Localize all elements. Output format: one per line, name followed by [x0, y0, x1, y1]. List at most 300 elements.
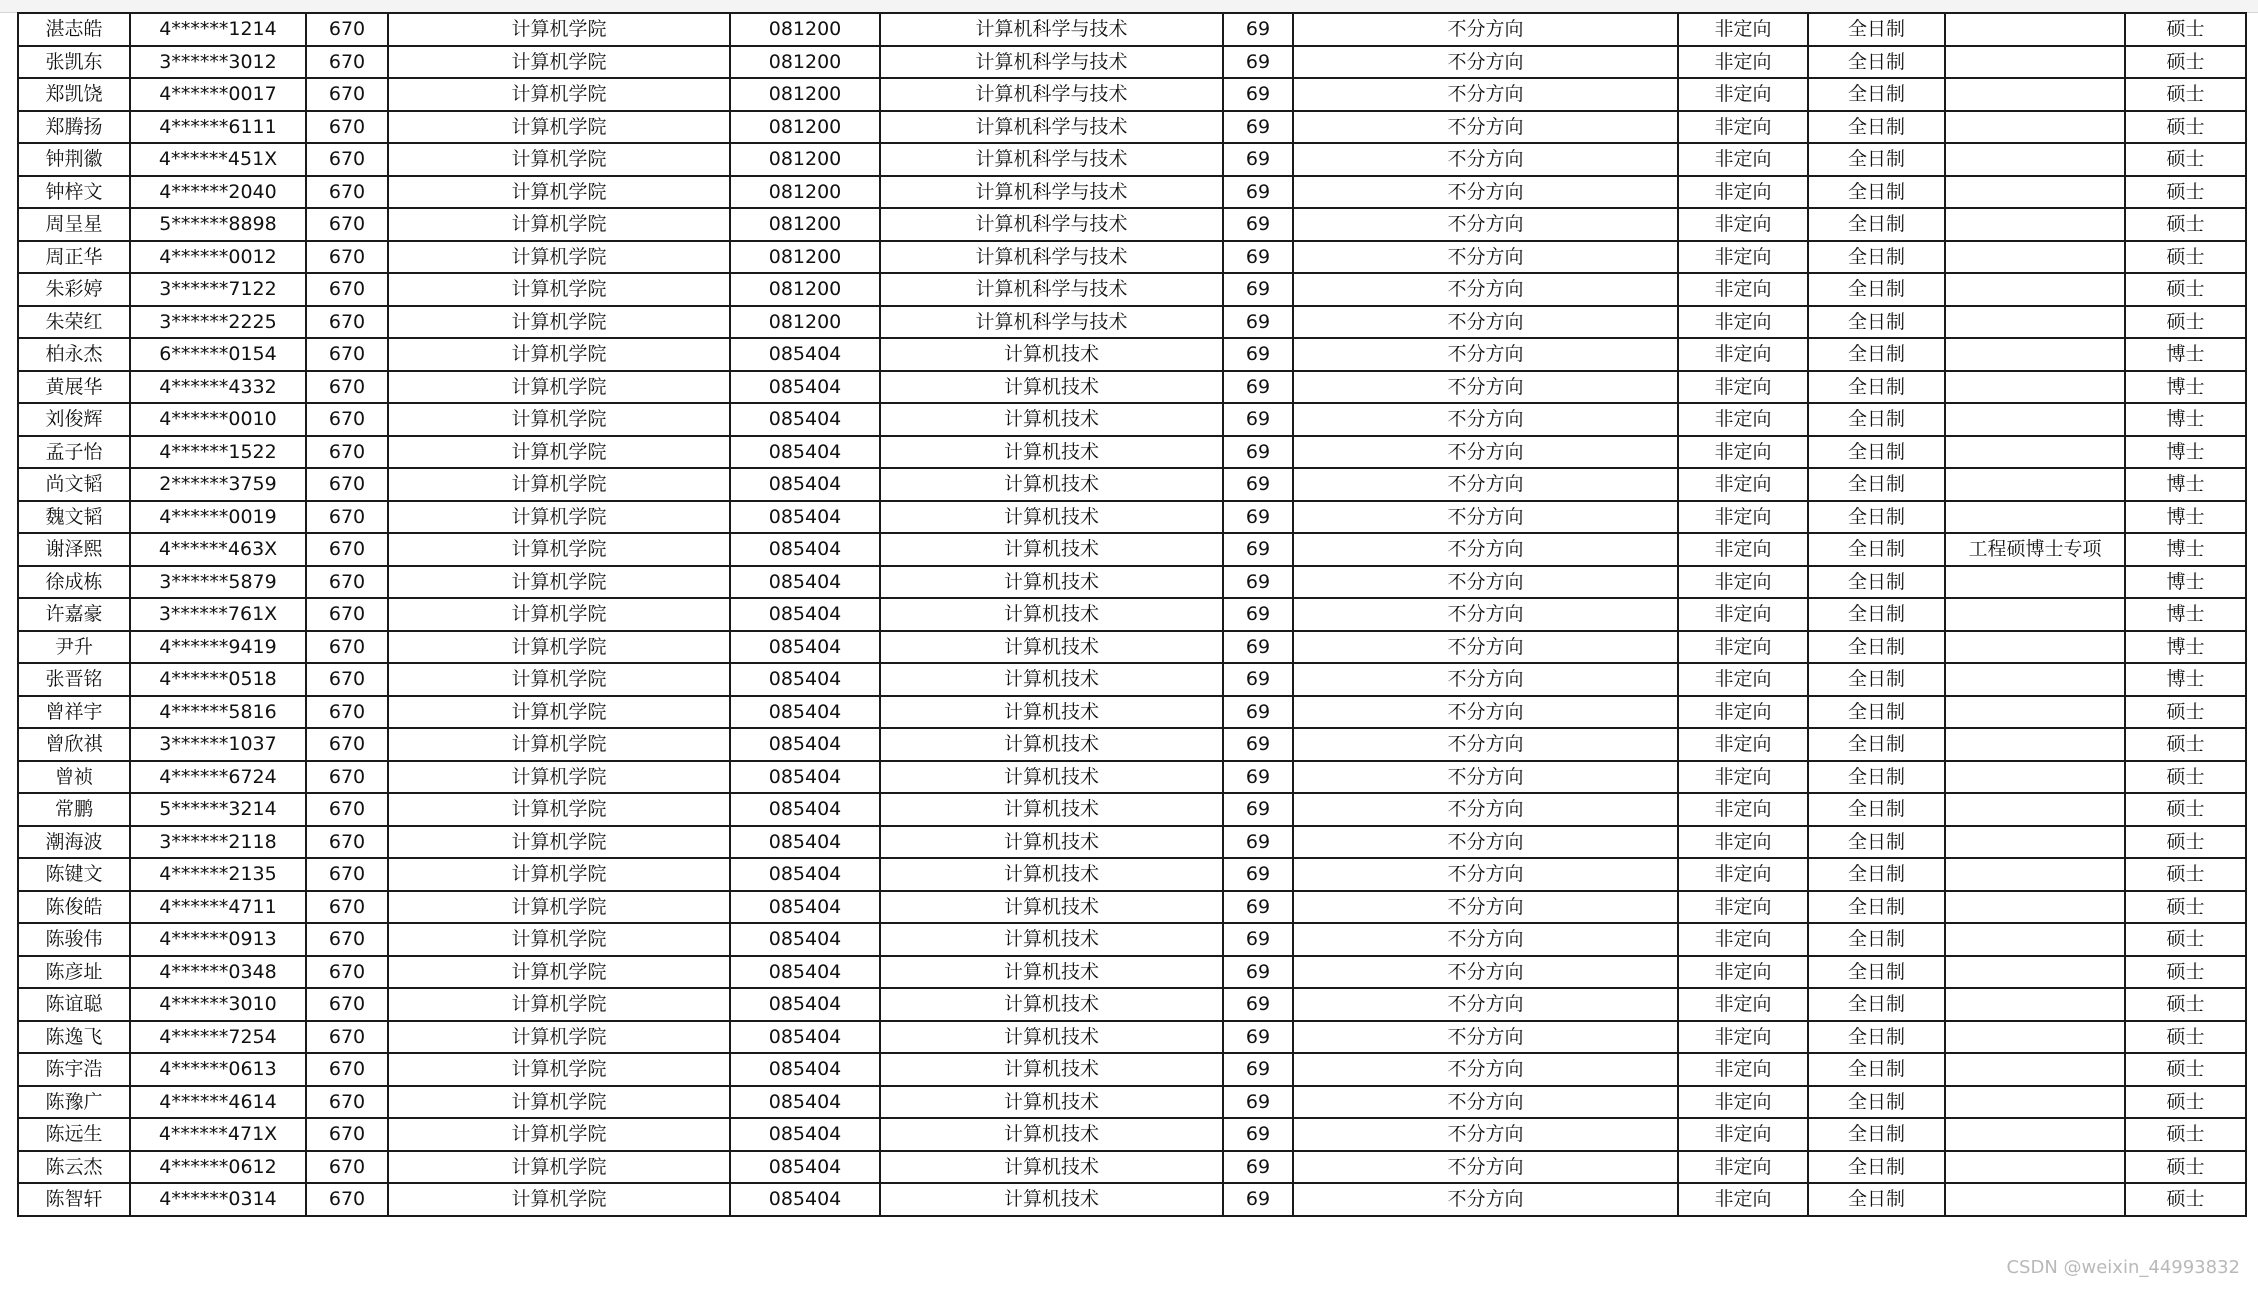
cell-code: 670 — [306, 468, 388, 501]
cell-code: 670 — [306, 728, 388, 761]
table-row — [18, 533, 2246, 566]
cell-major-code: 085404 — [730, 1151, 880, 1184]
cell-major-code: 085404 — [730, 793, 880, 826]
cell-score-code: 69 — [1223, 566, 1293, 599]
cell-major: 计算机技术 — [880, 728, 1223, 761]
cell-type: 非定向 — [1678, 988, 1808, 1021]
table-row — [18, 371, 2246, 404]
cell-id: 4******2135 — [130, 858, 306, 891]
table-row — [18, 761, 2246, 794]
cell-direction: 不分方向 — [1293, 826, 1678, 859]
cell-direction: 不分方向 — [1293, 468, 1678, 501]
cell-major-code: 085404 — [730, 1118, 880, 1151]
cell-code: 670 — [306, 111, 388, 144]
cell-name: 朱荣红 — [18, 306, 130, 339]
cell-major-code: 085404 — [730, 566, 880, 599]
cell-school: 计算机学院 — [388, 403, 730, 436]
cell-degree: 硕士 — [2125, 1118, 2246, 1151]
cell-school: 计算机学院 — [388, 143, 730, 176]
cell-degree: 博士 — [2125, 663, 2246, 696]
cell-score-code: 69 — [1223, 598, 1293, 631]
cell-direction: 不分方向 — [1293, 46, 1678, 79]
cell-major: 计算机技术 — [880, 566, 1223, 599]
cell-type: 非定向 — [1678, 241, 1808, 274]
cell-direction: 不分方向 — [1293, 696, 1678, 729]
cell-name: 徐成栋 — [18, 566, 130, 599]
cell-code: 670 — [306, 176, 388, 209]
cell-school: 计算机学院 — [388, 793, 730, 826]
table-row — [18, 923, 2246, 956]
cell-type: 非定向 — [1678, 826, 1808, 859]
cell-id: 4******451X — [130, 143, 306, 176]
cell-score-code: 69 — [1223, 1183, 1293, 1216]
table-row — [18, 728, 2246, 761]
cell-major: 计算机科学与技术 — [880, 143, 1223, 176]
admission-table — [17, 12, 2247, 1217]
cell-type: 非定向 — [1678, 1118, 1808, 1151]
cell-score-code: 69 — [1223, 241, 1293, 274]
cell-major: 计算机科学与技术 — [880, 176, 1223, 209]
cell-code: 670 — [306, 273, 388, 306]
cell-major: 计算机技术 — [880, 436, 1223, 469]
cell-major: 计算机技术 — [880, 468, 1223, 501]
cell-id: 3******3012 — [130, 46, 306, 79]
cell-degree: 硕士 — [2125, 1086, 2246, 1119]
cell-school: 计算机学院 — [388, 1086, 730, 1119]
cell-code: 670 — [306, 306, 388, 339]
cell-type: 非定向 — [1678, 143, 1808, 176]
cell-id: 5******3214 — [130, 793, 306, 826]
cell-school: 计算机学院 — [388, 858, 730, 891]
cell-school: 计算机学院 — [388, 273, 730, 306]
cell-direction: 不分方向 — [1293, 143, 1678, 176]
cell-major-code: 085404 — [730, 533, 880, 566]
cell-id: 4******0612 — [130, 1151, 306, 1184]
cell-major: 计算机技术 — [880, 923, 1223, 956]
cell-mode: 全日制 — [1808, 663, 1945, 696]
cell-code: 670 — [306, 1151, 388, 1184]
cell-type: 非定向 — [1678, 663, 1808, 696]
table-row — [18, 306, 2246, 339]
cell-score-code: 69 — [1223, 631, 1293, 664]
cell-code: 670 — [306, 891, 388, 924]
cell-type: 非定向 — [1678, 793, 1808, 826]
cell-major: 计算机技术 — [880, 338, 1223, 371]
cell-degree: 硕士 — [2125, 111, 2246, 144]
cell-name: 陈键文 — [18, 858, 130, 891]
cell-type: 非定向 — [1678, 858, 1808, 891]
cell-mode: 全日制 — [1808, 956, 1945, 989]
cell-code: 670 — [306, 1183, 388, 1216]
cell-id: 4******6724 — [130, 761, 306, 794]
cell-code: 670 — [306, 696, 388, 729]
cell-name: 陈谊聪 — [18, 988, 130, 1021]
cell-type: 非定向 — [1678, 1021, 1808, 1054]
cell-major-code: 085404 — [730, 501, 880, 534]
cell-id: 4******6111 — [130, 111, 306, 144]
cell-school: 计算机学院 — [388, 306, 730, 339]
table-row — [18, 338, 2246, 371]
cell-degree: 硕士 — [2125, 1053, 2246, 1086]
cell-plan — [1945, 208, 2125, 241]
table-row — [18, 1021, 2246, 1054]
cell-code: 670 — [306, 761, 388, 794]
cell-major: 计算机技术 — [880, 533, 1223, 566]
table-row — [18, 631, 2246, 664]
cell-name: 谢泽熙 — [18, 533, 130, 566]
cell-direction: 不分方向 — [1293, 1151, 1678, 1184]
cell-score-code: 69 — [1223, 1118, 1293, 1151]
cell-mode: 全日制 — [1808, 176, 1945, 209]
cell-direction: 不分方向 — [1293, 598, 1678, 631]
cell-plan — [1945, 923, 2125, 956]
cell-major-code: 085404 — [730, 1021, 880, 1054]
cell-plan — [1945, 631, 2125, 664]
cell-degree: 硕士 — [2125, 891, 2246, 924]
cell-major-code: 085404 — [730, 988, 880, 1021]
cell-direction: 不分方向 — [1293, 306, 1678, 339]
cell-school: 计算机学院 — [388, 46, 730, 79]
cell-type: 非定向 — [1678, 403, 1808, 436]
cell-direction: 不分方向 — [1293, 501, 1678, 534]
cell-major-code: 085404 — [730, 1053, 880, 1086]
cell-school: 计算机学院 — [388, 1183, 730, 1216]
cell-school: 计算机学院 — [388, 826, 730, 859]
cell-major: 计算机科学与技术 — [880, 13, 1223, 46]
table-row — [18, 78, 2246, 111]
cell-direction: 不分方向 — [1293, 241, 1678, 274]
table-row — [18, 1151, 2246, 1184]
cell-school: 计算机学院 — [388, 923, 730, 956]
cell-code: 670 — [306, 598, 388, 631]
cell-major: 计算机技术 — [880, 1183, 1223, 1216]
cell-type: 非定向 — [1678, 176, 1808, 209]
cell-mode: 全日制 — [1808, 891, 1945, 924]
cell-code: 670 — [306, 663, 388, 696]
cell-major-code: 085404 — [730, 826, 880, 859]
cell-major-code: 081200 — [730, 78, 880, 111]
cell-mode: 全日制 — [1808, 988, 1945, 1021]
cell-mode: 全日制 — [1808, 306, 1945, 339]
cell-id: 4******0913 — [130, 923, 306, 956]
cell-id: 4******0518 — [130, 663, 306, 696]
table-row — [18, 46, 2246, 79]
cell-name: 周正华 — [18, 241, 130, 274]
cell-name: 张晋铭 — [18, 663, 130, 696]
table-row — [18, 13, 2246, 46]
cell-type: 非定向 — [1678, 111, 1808, 144]
cell-name: 尹升 — [18, 631, 130, 664]
watermark: CSDN @weixin_44993832 — [2002, 1256, 2244, 1279]
cell-major-code: 081200 — [730, 176, 880, 209]
cell-mode: 全日制 — [1808, 143, 1945, 176]
cell-mode: 全日制 — [1808, 858, 1945, 891]
cell-plan — [1945, 1053, 2125, 1086]
cell-major: 计算机技术 — [880, 371, 1223, 404]
cell-score-code: 69 — [1223, 273, 1293, 306]
cell-major: 计算机技术 — [880, 696, 1223, 729]
cell-major-code: 085404 — [730, 1183, 880, 1216]
cell-mode: 全日制 — [1808, 501, 1945, 534]
cell-plan: 工程硕博士专项 — [1945, 533, 2125, 566]
table-row — [18, 143, 2246, 176]
cell-score-code: 69 — [1223, 371, 1293, 404]
admission-sheet — [17, 12, 2245, 1217]
cell-major: 计算机科学与技术 — [880, 306, 1223, 339]
cell-score-code: 69 — [1223, 988, 1293, 1021]
cell-plan — [1945, 988, 2125, 1021]
cell-major: 计算机科学与技术 — [880, 208, 1223, 241]
cell-type: 非定向 — [1678, 78, 1808, 111]
cell-degree: 硕士 — [2125, 923, 2246, 956]
cell-direction: 不分方向 — [1293, 631, 1678, 664]
cell-score-code: 69 — [1223, 1021, 1293, 1054]
cell-code: 670 — [306, 858, 388, 891]
cell-score-code: 69 — [1223, 826, 1293, 859]
cell-major: 计算机技术 — [880, 501, 1223, 534]
cell-major-code: 085404 — [730, 663, 880, 696]
cell-type: 非定向 — [1678, 598, 1808, 631]
cell-id: 2******3759 — [130, 468, 306, 501]
cell-school: 计算机学院 — [388, 696, 730, 729]
cell-direction: 不分方向 — [1293, 371, 1678, 404]
cell-name: 陈豫广 — [18, 1086, 130, 1119]
cell-score-code: 69 — [1223, 1053, 1293, 1086]
cell-degree: 博士 — [2125, 501, 2246, 534]
cell-name: 陈云杰 — [18, 1151, 130, 1184]
cell-degree: 博士 — [2125, 371, 2246, 404]
cell-id: 4******0012 — [130, 241, 306, 274]
cell-degree: 博士 — [2125, 566, 2246, 599]
cell-code: 670 — [306, 403, 388, 436]
cell-id: 4******0314 — [130, 1183, 306, 1216]
cell-code: 670 — [306, 1021, 388, 1054]
cell-name: 孟子怡 — [18, 436, 130, 469]
cell-major-code: 081200 — [730, 111, 880, 144]
cell-mode: 全日制 — [1808, 338, 1945, 371]
cell-id: 4******0019 — [130, 501, 306, 534]
cell-name: 陈骏伟 — [18, 923, 130, 956]
cell-major-code: 085404 — [730, 468, 880, 501]
cell-direction: 不分方向 — [1293, 176, 1678, 209]
cell-school: 计算机学院 — [388, 501, 730, 534]
cell-score-code: 69 — [1223, 468, 1293, 501]
cell-name: 湛志皓 — [18, 13, 130, 46]
cell-type: 非定向 — [1678, 696, 1808, 729]
cell-plan — [1945, 1021, 2125, 1054]
cell-type: 非定向 — [1678, 371, 1808, 404]
cell-id: 3******2118 — [130, 826, 306, 859]
cell-score-code: 69 — [1223, 858, 1293, 891]
cell-name: 张凯东 — [18, 46, 130, 79]
cell-major-code: 085404 — [730, 436, 880, 469]
cell-mode: 全日制 — [1808, 273, 1945, 306]
cell-degree: 博士 — [2125, 533, 2246, 566]
cell-mode: 全日制 — [1808, 826, 1945, 859]
cell-mode: 全日制 — [1808, 1053, 1945, 1086]
cell-id: 4******5816 — [130, 696, 306, 729]
cell-id: 4******0613 — [130, 1053, 306, 1086]
cell-major-code: 085404 — [730, 338, 880, 371]
cell-major: 计算机技术 — [880, 891, 1223, 924]
cell-major-code: 085404 — [730, 858, 880, 891]
cell-direction: 不分方向 — [1293, 208, 1678, 241]
cell-id: 3******761X — [130, 598, 306, 631]
cell-direction: 不分方向 — [1293, 988, 1678, 1021]
cell-mode: 全日制 — [1808, 566, 1945, 599]
cell-code: 670 — [306, 78, 388, 111]
cell-score-code: 69 — [1223, 728, 1293, 761]
cell-name: 朱彩婷 — [18, 273, 130, 306]
cell-school: 计算机学院 — [388, 111, 730, 144]
cell-major: 计算机技术 — [880, 598, 1223, 631]
cell-id: 4******9419 — [130, 631, 306, 664]
cell-score-code: 69 — [1223, 793, 1293, 826]
cell-id: 4******0010 — [130, 403, 306, 436]
cell-type: 非定向 — [1678, 468, 1808, 501]
table-row — [18, 566, 2246, 599]
cell-school: 计算机学院 — [388, 208, 730, 241]
cell-degree: 博士 — [2125, 338, 2246, 371]
cell-mode: 全日制 — [1808, 631, 1945, 664]
cell-plan — [1945, 826, 2125, 859]
cell-major-code: 085404 — [730, 631, 880, 664]
cell-score-code: 69 — [1223, 501, 1293, 534]
cell-mode: 全日制 — [1808, 208, 1945, 241]
cell-degree: 硕士 — [2125, 208, 2246, 241]
cell-major-code: 085404 — [730, 956, 880, 989]
cell-mode: 全日制 — [1808, 1021, 1945, 1054]
cell-name: 陈宇浩 — [18, 1053, 130, 1086]
cell-code: 670 — [306, 338, 388, 371]
cell-major-code: 085404 — [730, 1086, 880, 1119]
cell-name: 刘俊辉 — [18, 403, 130, 436]
cell-id: 4******7254 — [130, 1021, 306, 1054]
cell-plan — [1945, 696, 2125, 729]
cell-direction: 不分方向 — [1293, 761, 1678, 794]
cell-mode: 全日制 — [1808, 1151, 1945, 1184]
cell-mode: 全日制 — [1808, 468, 1945, 501]
cell-score-code: 69 — [1223, 176, 1293, 209]
cell-type: 非定向 — [1678, 956, 1808, 989]
cell-major-code: 081200 — [730, 13, 880, 46]
cell-plan — [1945, 403, 2125, 436]
cell-mode: 全日制 — [1808, 371, 1945, 404]
cell-name: 陈智轩 — [18, 1183, 130, 1216]
cell-direction: 不分方向 — [1293, 273, 1678, 306]
cell-type: 非定向 — [1678, 46, 1808, 79]
cell-degree: 硕士 — [2125, 696, 2246, 729]
cell-type: 非定向 — [1678, 1183, 1808, 1216]
cell-plan — [1945, 241, 2125, 274]
cell-plan — [1945, 46, 2125, 79]
cell-school: 计算机学院 — [388, 338, 730, 371]
cell-type: 非定向 — [1678, 761, 1808, 794]
cell-school: 计算机学院 — [388, 1021, 730, 1054]
cell-direction: 不分方向 — [1293, 78, 1678, 111]
cell-name: 钟荆徽 — [18, 143, 130, 176]
cell-plan — [1945, 566, 2125, 599]
cell-major-code: 081200 — [730, 143, 880, 176]
cell-major: 计算机技术 — [880, 1151, 1223, 1184]
cell-mode: 全日制 — [1808, 13, 1945, 46]
cell-code: 670 — [306, 956, 388, 989]
cell-type: 非定向 — [1678, 728, 1808, 761]
cell-id: 4******4332 — [130, 371, 306, 404]
table-row — [18, 403, 2246, 436]
cell-school: 计算机学院 — [388, 176, 730, 209]
cell-school: 计算机学院 — [388, 956, 730, 989]
cell-degree: 硕士 — [2125, 761, 2246, 794]
cell-degree: 硕士 — [2125, 728, 2246, 761]
cell-id: 3******5879 — [130, 566, 306, 599]
cell-school: 计算机学院 — [388, 663, 730, 696]
cell-id: 4******1214 — [130, 13, 306, 46]
cell-name: 魏文韬 — [18, 501, 130, 534]
cell-degree: 硕士 — [2125, 13, 2246, 46]
cell-degree: 硕士 — [2125, 241, 2246, 274]
cell-mode: 全日制 — [1808, 1086, 1945, 1119]
cell-name: 陈远生 — [18, 1118, 130, 1151]
cell-score-code: 69 — [1223, 923, 1293, 956]
table-row — [18, 208, 2246, 241]
cell-degree: 硕士 — [2125, 1151, 2246, 1184]
cell-major: 计算机技术 — [880, 793, 1223, 826]
cell-direction: 不分方向 — [1293, 891, 1678, 924]
cell-plan — [1945, 436, 2125, 469]
cell-plan — [1945, 1086, 2125, 1119]
cell-degree: 硕士 — [2125, 1183, 2246, 1216]
cell-id: 4******471X — [130, 1118, 306, 1151]
cell-direction: 不分方向 — [1293, 1118, 1678, 1151]
cell-major-code: 081200 — [730, 46, 880, 79]
cell-major: 计算机科学与技术 — [880, 273, 1223, 306]
cell-school: 计算机学院 — [388, 988, 730, 1021]
cell-plan — [1945, 78, 2125, 111]
table-row — [18, 176, 2246, 209]
cell-major-code: 085404 — [730, 598, 880, 631]
table-row — [18, 273, 2246, 306]
cell-score-code: 69 — [1223, 208, 1293, 241]
cell-mode: 全日制 — [1808, 761, 1945, 794]
cell-degree: 硕士 — [2125, 793, 2246, 826]
cell-name: 曾祥宇 — [18, 696, 130, 729]
cell-score-code: 69 — [1223, 696, 1293, 729]
cell-name: 许嘉豪 — [18, 598, 130, 631]
cell-major: 计算机技术 — [880, 631, 1223, 664]
cell-direction: 不分方向 — [1293, 13, 1678, 46]
cell-id: 4******4711 — [130, 891, 306, 924]
cell-code: 670 — [306, 1053, 388, 1086]
cell-direction: 不分方向 — [1293, 1086, 1678, 1119]
cell-degree: 硕士 — [2125, 78, 2246, 111]
cell-mode: 全日制 — [1808, 1118, 1945, 1151]
cell-id: 3******1037 — [130, 728, 306, 761]
cell-code: 670 — [306, 631, 388, 664]
cell-type: 非定向 — [1678, 306, 1808, 339]
cell-code: 670 — [306, 826, 388, 859]
cell-major: 计算机技术 — [880, 858, 1223, 891]
cell-school: 计算机学院 — [388, 533, 730, 566]
cell-degree: 硕士 — [2125, 988, 2246, 1021]
cell-direction: 不分方向 — [1293, 111, 1678, 144]
cell-direction: 不分方向 — [1293, 338, 1678, 371]
cell-direction: 不分方向 — [1293, 923, 1678, 956]
cell-major: 计算机科学与技术 — [880, 241, 1223, 274]
cell-code: 670 — [306, 1086, 388, 1119]
cell-school: 计算机学院 — [388, 891, 730, 924]
cell-school: 计算机学院 — [388, 761, 730, 794]
